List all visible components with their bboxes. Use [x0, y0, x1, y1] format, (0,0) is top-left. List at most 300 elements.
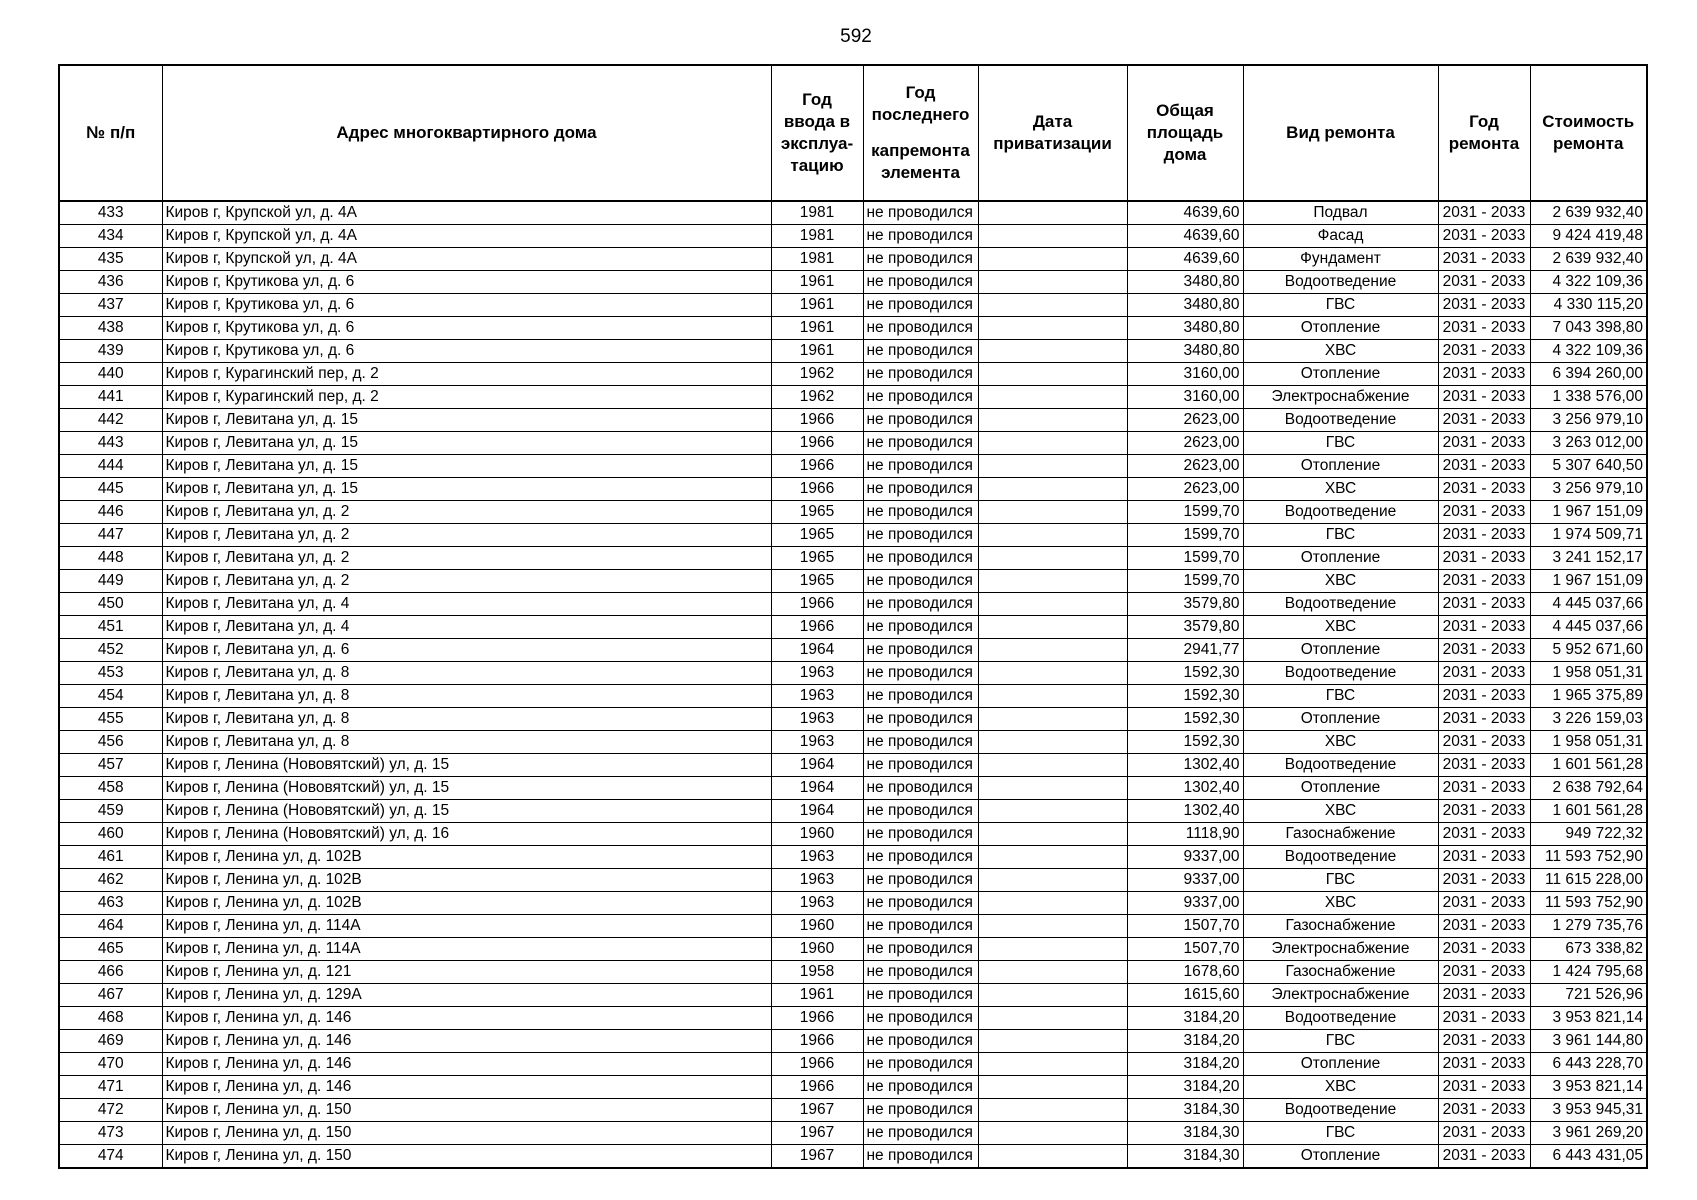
cell-repair-period: 2031 - 2033: [1438, 455, 1530, 478]
cell-repair-type: ХВС: [1243, 731, 1438, 754]
cell-repair-type: Отопление: [1243, 455, 1438, 478]
cell-year-built: 1981: [771, 201, 863, 225]
cell-year-built: 1966: [771, 432, 863, 455]
cell-cost: 1 974 509,71: [1530, 524, 1647, 547]
cell-area: 1599,70: [1127, 501, 1243, 524]
page-number: 592: [840, 26, 872, 47]
cell-num: 442: [59, 409, 162, 432]
cell-last-repair: не проводился: [863, 915, 978, 938]
cell-repair-type: Водоотведение: [1243, 271, 1438, 294]
cell-num: 434: [59, 225, 162, 248]
cell-year-built: 1965: [771, 570, 863, 593]
cell-last-repair: не проводился: [863, 1099, 978, 1122]
table-row: [59, 616, 1647, 639]
cell-area: 1678,60: [1127, 961, 1243, 984]
header-num: № п/п: [59, 65, 162, 201]
cell-num: 456: [59, 731, 162, 754]
cell-area: 3184,30: [1127, 1122, 1243, 1145]
cell-privatization: [978, 1053, 1127, 1076]
cell-cost: 11 593 752,90: [1530, 892, 1647, 915]
cell-address: Киров г, Левитана ул, д. 15: [162, 409, 771, 432]
cell-privatization: [978, 984, 1127, 1007]
cell-last-repair: не проводился: [863, 708, 978, 731]
cell-area: 1599,70: [1127, 547, 1243, 570]
table-row: [59, 1099, 1647, 1122]
cell-repair-type: Водоотведение: [1243, 409, 1438, 432]
table-row: [59, 248, 1647, 271]
cell-privatization: [978, 386, 1127, 409]
cell-repair-period: 2031 - 2033: [1438, 524, 1530, 547]
table-row: [59, 938, 1647, 961]
cell-address: Киров г, Ленина ул, д. 146: [162, 1030, 771, 1053]
table-row: [59, 1076, 1647, 1099]
header-last-repair-bottom: капремонта элемента: [871, 141, 970, 182]
table-row: [59, 639, 1647, 662]
cell-cost: 9 424 419,48: [1530, 225, 1647, 248]
cell-cost: 3 263 012,00: [1530, 432, 1647, 455]
cell-year-built: 1966: [771, 455, 863, 478]
cell-address: Киров г, Ленина ул, д. 102В: [162, 846, 771, 869]
cell-year-built: 1963: [771, 869, 863, 892]
cell-area: 3480,80: [1127, 271, 1243, 294]
cell-year-built: 1966: [771, 409, 863, 432]
cell-num: 450: [59, 593, 162, 616]
cell-year-built: 1961: [771, 271, 863, 294]
cell-address: Киров г, Ленина ул, д. 150: [162, 1122, 771, 1145]
cell-address: Киров г, Крупской ул, д. 4А: [162, 225, 771, 248]
table-row: [59, 777, 1647, 800]
cell-address: Киров г, Ленина ул, д. 121: [162, 961, 771, 984]
table-row: [59, 524, 1647, 547]
cell-repair-period: 2031 - 2033: [1438, 248, 1530, 271]
cell-repair-type: Отопление: [1243, 1145, 1438, 1169]
cell-area: 3579,80: [1127, 616, 1243, 639]
cell-area: 1592,30: [1127, 708, 1243, 731]
cell-repair-period: 2031 - 2033: [1438, 938, 1530, 961]
cell-num: 444: [59, 455, 162, 478]
cell-cost: 3 256 979,10: [1530, 478, 1647, 501]
cell-repair-period: 2031 - 2033: [1438, 340, 1530, 363]
cell-area: 1592,30: [1127, 685, 1243, 708]
cell-last-repair: не проводился: [863, 570, 978, 593]
cell-year-built: 1960: [771, 823, 863, 846]
cell-privatization: [978, 1007, 1127, 1030]
cell-year-built: 1965: [771, 547, 863, 570]
table-row: [59, 1053, 1647, 1076]
table-row: [59, 846, 1647, 869]
cell-num: 439: [59, 340, 162, 363]
cell-last-repair: не проводился: [863, 294, 978, 317]
cell-address: Киров г, Крутикова ул, д. 6: [162, 271, 771, 294]
cell-last-repair: не проводился: [863, 1007, 978, 1030]
table-row: [59, 271, 1647, 294]
cell-repair-type: Отопление: [1243, 708, 1438, 731]
cell-cost: 1 601 561,28: [1530, 800, 1647, 823]
cell-year-built: 1961: [771, 984, 863, 1007]
cell-cost: 4 445 037,66: [1530, 593, 1647, 616]
cell-last-repair: не проводился: [863, 455, 978, 478]
cell-year-built: 1964: [771, 754, 863, 777]
cell-address: Киров г, Ленина (Нововятский) ул, д. 15: [162, 754, 771, 777]
cell-last-repair: не проводился: [863, 248, 978, 271]
cell-address: Киров г, Ленина ул, д. 146: [162, 1007, 771, 1030]
cell-privatization: [978, 455, 1127, 478]
cell-year-built: 1966: [771, 616, 863, 639]
cell-num: 437: [59, 294, 162, 317]
cell-cost: 3 226 159,03: [1530, 708, 1647, 731]
cell-repair-type: ХВС: [1243, 616, 1438, 639]
cell-last-repair: не проводился: [863, 524, 978, 547]
cell-year-built: 1967: [771, 1145, 863, 1169]
cell-address: Киров г, Ленина ул, д. 129А: [162, 984, 771, 1007]
cell-year-built: 1961: [771, 294, 863, 317]
cell-repair-period: 2031 - 2033: [1438, 662, 1530, 685]
cell-num: 472: [59, 1099, 162, 1122]
cell-cost: 721 526,96: [1530, 984, 1647, 1007]
cell-num: 463: [59, 892, 162, 915]
cell-last-repair: не проводился: [863, 800, 978, 823]
cell-cost: 11 615 228,00: [1530, 869, 1647, 892]
cell-address: Киров г, Крутикова ул, д. 6: [162, 294, 771, 317]
table-row: [59, 1145, 1647, 1169]
cell-year-built: 1963: [771, 892, 863, 915]
cell-privatization: [978, 1122, 1127, 1145]
cell-repair-period: 2031 - 2033: [1438, 1007, 1530, 1030]
cell-privatization: [978, 846, 1127, 869]
cell-repair-period: 2031 - 2033: [1438, 409, 1530, 432]
cell-repair-type: ХВС: [1243, 340, 1438, 363]
cell-cost: 6 443 431,05: [1530, 1145, 1647, 1169]
cell-area: 1599,70: [1127, 570, 1243, 593]
cell-repair-period: 2031 - 2033: [1438, 547, 1530, 570]
table-row: [59, 1122, 1647, 1145]
cell-cost: 1 601 561,28: [1530, 754, 1647, 777]
cell-year-built: 1964: [771, 777, 863, 800]
cell-repair-type: Отопление: [1243, 317, 1438, 340]
cell-num: 449: [59, 570, 162, 593]
cell-year-built: 1961: [771, 317, 863, 340]
cell-area: 3480,80: [1127, 340, 1243, 363]
cell-year-built: 1966: [771, 1030, 863, 1053]
cell-address: Киров г, Левитана ул, д. 2: [162, 501, 771, 524]
cell-address: Киров г, Левитана ул, д. 8: [162, 662, 771, 685]
cell-address: Киров г, Курагинский пер, д. 2: [162, 363, 771, 386]
cell-privatization: [978, 938, 1127, 961]
cell-repair-period: 2031 - 2033: [1438, 570, 1530, 593]
cell-cost: 1 967 151,09: [1530, 501, 1647, 524]
cell-year-built: 1967: [771, 1122, 863, 1145]
table-row: [59, 547, 1647, 570]
cell-repair-type: ГВС: [1243, 1030, 1438, 1053]
cell-address: Киров г, Левитана ул, д. 4: [162, 616, 771, 639]
cell-cost: 7 043 398,80: [1530, 317, 1647, 340]
cell-year-built: 1963: [771, 846, 863, 869]
cell-last-repair: не проводился: [863, 386, 978, 409]
cell-cost: 4 322 109,36: [1530, 271, 1647, 294]
cell-address: Киров г, Левитана ул, д. 15: [162, 455, 771, 478]
cell-area: 3480,80: [1127, 294, 1243, 317]
cell-num: 448: [59, 547, 162, 570]
cell-repair-period: 2031 - 2033: [1438, 317, 1530, 340]
cell-cost: 2 638 792,64: [1530, 777, 1647, 800]
cell-num: 461: [59, 846, 162, 869]
cell-year-built: 1963: [771, 685, 863, 708]
cell-address: Киров г, Крутикова ул, д. 6: [162, 317, 771, 340]
cell-num: 451: [59, 616, 162, 639]
cell-address: Киров г, Крутикова ул, д. 6: [162, 340, 771, 363]
table-row: [59, 363, 1647, 386]
cell-year-built: 1958: [771, 961, 863, 984]
cell-num: 435: [59, 248, 162, 271]
cell-repair-type: Отопление: [1243, 363, 1438, 386]
cell-cost: 2 639 932,40: [1530, 248, 1647, 271]
cell-address: Киров г, Ленина (Нововятский) ул, д. 15: [162, 800, 771, 823]
table-row: [59, 731, 1647, 754]
cell-num: 473: [59, 1122, 162, 1145]
cell-privatization: [978, 570, 1127, 593]
cell-address: Киров г, Левитана ул, д. 8: [162, 708, 771, 731]
cell-address: Киров г, Крупской ул, д. 4А: [162, 201, 771, 225]
cell-repair-period: 2031 - 2033: [1438, 201, 1530, 225]
cell-last-repair: не проводился: [863, 892, 978, 915]
cell-privatization: [978, 340, 1127, 363]
cell-address: Киров г, Ленина ул, д. 150: [162, 1145, 771, 1169]
cell-address: Киров г, Ленина (Нововятский) ул, д. 15: [162, 777, 771, 800]
cell-last-repair: не проводился: [863, 731, 978, 754]
cell-year-built: 1981: [771, 225, 863, 248]
cell-address: Киров г, Ленина (Нововятский) ул, д. 16: [162, 823, 771, 846]
cell-num: 459: [59, 800, 162, 823]
cell-repair-period: 2031 - 2033: [1438, 616, 1530, 639]
cell-address: Киров г, Левитана ул, д. 2: [162, 547, 771, 570]
cell-privatization: [978, 317, 1127, 340]
cell-year-built: 1962: [771, 363, 863, 386]
cell-repair-period: 2031 - 2033: [1438, 731, 1530, 754]
cell-cost: 1 965 375,89: [1530, 685, 1647, 708]
table-row: [59, 409, 1647, 432]
cell-cost: 4 330 115,20: [1530, 294, 1647, 317]
header-address: Адрес многоквартирного дома: [162, 65, 771, 201]
cell-area: 3579,80: [1127, 593, 1243, 616]
cell-repair-type: Газоснабжение: [1243, 915, 1438, 938]
cell-year-built: 1965: [771, 524, 863, 547]
cell-year-built: 1965: [771, 501, 863, 524]
cell-last-repair: не проводился: [863, 869, 978, 892]
table-row: [59, 593, 1647, 616]
cell-area: 4639,60: [1127, 225, 1243, 248]
header-year-built: Год ввода в эксплуа-тацию: [771, 65, 863, 201]
table-row: [59, 201, 1647, 225]
cell-num: 470: [59, 1053, 162, 1076]
cell-num: 469: [59, 1030, 162, 1053]
cell-year-built: 1964: [771, 639, 863, 662]
cell-repair-type: Водоотведение: [1243, 662, 1438, 685]
cell-repair-type: Водоотведение: [1243, 593, 1438, 616]
cell-cost: 6 443 228,70: [1530, 1053, 1647, 1076]
cell-privatization: [978, 1076, 1127, 1099]
table-row: [59, 317, 1647, 340]
cell-last-repair: не проводился: [863, 201, 978, 225]
cell-address: Киров г, Левитана ул, д. 2: [162, 524, 771, 547]
cell-area: 1507,70: [1127, 938, 1243, 961]
cell-year-built: 1960: [771, 915, 863, 938]
cell-repair-period: 2031 - 2033: [1438, 1122, 1530, 1145]
header-last-repair: [863, 65, 978, 201]
cell-cost: 5 952 671,60: [1530, 639, 1647, 662]
header-privatization: Дата приватизации: [978, 65, 1127, 201]
cell-repair-period: 2031 - 2033: [1438, 961, 1530, 984]
cell-num: 433: [59, 201, 162, 225]
cell-last-repair: не проводился: [863, 616, 978, 639]
cell-num: 454: [59, 685, 162, 708]
table-row: [59, 294, 1647, 317]
cell-area: 9337,00: [1127, 892, 1243, 915]
cell-repair-period: 2031 - 2033: [1438, 984, 1530, 1007]
cell-address: Киров г, Крупской ул, д. 4А: [162, 248, 771, 271]
cell-year-built: 1963: [771, 708, 863, 731]
table-row: [59, 1007, 1647, 1030]
cell-year-built: 1966: [771, 593, 863, 616]
cell-privatization: [978, 892, 1127, 915]
cell-year-built: 1964: [771, 800, 863, 823]
cell-privatization: [978, 685, 1127, 708]
cell-repair-period: 2031 - 2033: [1438, 271, 1530, 294]
cell-year-built: 1963: [771, 662, 863, 685]
cell-last-repair: не проводился: [863, 1145, 978, 1169]
cell-privatization: [978, 731, 1127, 754]
cell-last-repair: не проводился: [863, 639, 978, 662]
cell-repair-type: Электроснабжение: [1243, 386, 1438, 409]
cell-cost: 673 338,82: [1530, 938, 1647, 961]
cell-last-repair: не проводился: [863, 1053, 978, 1076]
table-row: [59, 662, 1647, 685]
cell-address: Киров г, Левитана ул, д. 4: [162, 593, 771, 616]
cell-area: 1302,40: [1127, 800, 1243, 823]
cell-area: 9337,00: [1127, 846, 1243, 869]
cell-num: 453: [59, 662, 162, 685]
cell-area: 2941,77: [1127, 639, 1243, 662]
cell-repair-type: Газоснабжение: [1243, 961, 1438, 984]
cell-last-repair: не проводился: [863, 547, 978, 570]
cell-cost: 1 279 735,76: [1530, 915, 1647, 938]
cell-num: 466: [59, 961, 162, 984]
cell-area: 3184,20: [1127, 1007, 1243, 1030]
cell-last-repair: не проводился: [863, 1122, 978, 1145]
cell-repair-type: Отопление: [1243, 639, 1438, 662]
cell-privatization: [978, 823, 1127, 846]
cell-year-built: 1966: [771, 1076, 863, 1099]
cell-repair-type: ХВС: [1243, 1076, 1438, 1099]
cell-privatization: [978, 363, 1127, 386]
header-cost: Стоимость ремонта: [1530, 65, 1647, 201]
cell-last-repair: не проводился: [863, 501, 978, 524]
cell-area: 3184,20: [1127, 1030, 1243, 1053]
cell-last-repair: не проводился: [863, 938, 978, 961]
cell-year-built: 1961: [771, 340, 863, 363]
cell-cost: 1 424 795,68: [1530, 961, 1647, 984]
table-row: [59, 754, 1647, 777]
cell-privatization: [978, 662, 1127, 685]
cell-cost: 3 953 945,31: [1530, 1099, 1647, 1122]
cell-address: Киров г, Ленина ул, д. 102В: [162, 892, 771, 915]
cell-area: 2623,00: [1127, 409, 1243, 432]
cell-repair-type: ГВС: [1243, 685, 1438, 708]
cell-address: Киров г, Курагинский пер, д. 2: [162, 386, 771, 409]
cell-repair-type: Водоотведение: [1243, 1099, 1438, 1122]
cell-last-repair: не проводился: [863, 432, 978, 455]
cell-privatization: [978, 639, 1127, 662]
cell-num: 471: [59, 1076, 162, 1099]
cell-privatization: [978, 547, 1127, 570]
cell-cost: 2 639 932,40: [1530, 201, 1647, 225]
cell-repair-period: 2031 - 2033: [1438, 915, 1530, 938]
cell-cost: 949 722,32: [1530, 823, 1647, 846]
table-row: [59, 225, 1647, 248]
table-row: [59, 984, 1647, 1007]
cell-address: Киров г, Ленина ул, д. 146: [162, 1053, 771, 1076]
cell-privatization: [978, 478, 1127, 501]
cell-last-repair: не проводился: [863, 846, 978, 869]
cell-num: 467: [59, 984, 162, 1007]
header-repair-year: Год ремонта: [1438, 65, 1530, 201]
cell-privatization: [978, 593, 1127, 616]
cell-repair-type: ГВС: [1243, 1122, 1438, 1145]
table-row: [59, 478, 1647, 501]
cell-year-built: 1960: [771, 938, 863, 961]
cell-repair-period: 2031 - 2033: [1438, 501, 1530, 524]
cell-repair-type: Электроснабжение: [1243, 938, 1438, 961]
cell-repair-period: 2031 - 2033: [1438, 1099, 1530, 1122]
cell-num: 445: [59, 478, 162, 501]
cell-last-repair: не проводился: [863, 271, 978, 294]
cell-cost: 3 961 269,20: [1530, 1122, 1647, 1145]
cell-area: 3184,20: [1127, 1076, 1243, 1099]
cell-cost: 4 445 037,66: [1530, 616, 1647, 639]
cell-privatization: [978, 869, 1127, 892]
cell-cost: 1 967 151,09: [1530, 570, 1647, 593]
cell-privatization: [978, 201, 1127, 225]
table-row: [59, 708, 1647, 731]
cell-privatization: [978, 616, 1127, 639]
table-row: [59, 685, 1647, 708]
cell-repair-period: 2031 - 2033: [1438, 386, 1530, 409]
cell-repair-period: 2031 - 2033: [1438, 593, 1530, 616]
cell-address: Киров г, Ленина ул, д. 114А: [162, 938, 771, 961]
cell-repair-type: Водоотведение: [1243, 846, 1438, 869]
cell-area: 3184,20: [1127, 1053, 1243, 1076]
cell-last-repair: не проводился: [863, 662, 978, 685]
table-row: [59, 800, 1647, 823]
cell-last-repair: не проводился: [863, 777, 978, 800]
cell-repair-type: ГВС: [1243, 432, 1438, 455]
cell-privatization: [978, 225, 1127, 248]
cell-repair-period: 2031 - 2033: [1438, 892, 1530, 915]
cell-repair-period: 2031 - 2033: [1438, 754, 1530, 777]
cell-privatization: [978, 961, 1127, 984]
cell-address: Киров г, Левитана ул, д. 15: [162, 432, 771, 455]
cell-area: 3184,30: [1127, 1145, 1243, 1169]
cell-num: 460: [59, 823, 162, 846]
cell-privatization: [978, 409, 1127, 432]
cell-num: 447: [59, 524, 162, 547]
cell-address: Киров г, Левитана ул, д. 15: [162, 478, 771, 501]
cell-num: 446: [59, 501, 162, 524]
table-row: [59, 961, 1647, 984]
cell-repair-period: 2031 - 2033: [1438, 478, 1530, 501]
cell-cost: 3 256 979,10: [1530, 409, 1647, 432]
cell-area: 3160,00: [1127, 363, 1243, 386]
cell-area: 2623,00: [1127, 478, 1243, 501]
